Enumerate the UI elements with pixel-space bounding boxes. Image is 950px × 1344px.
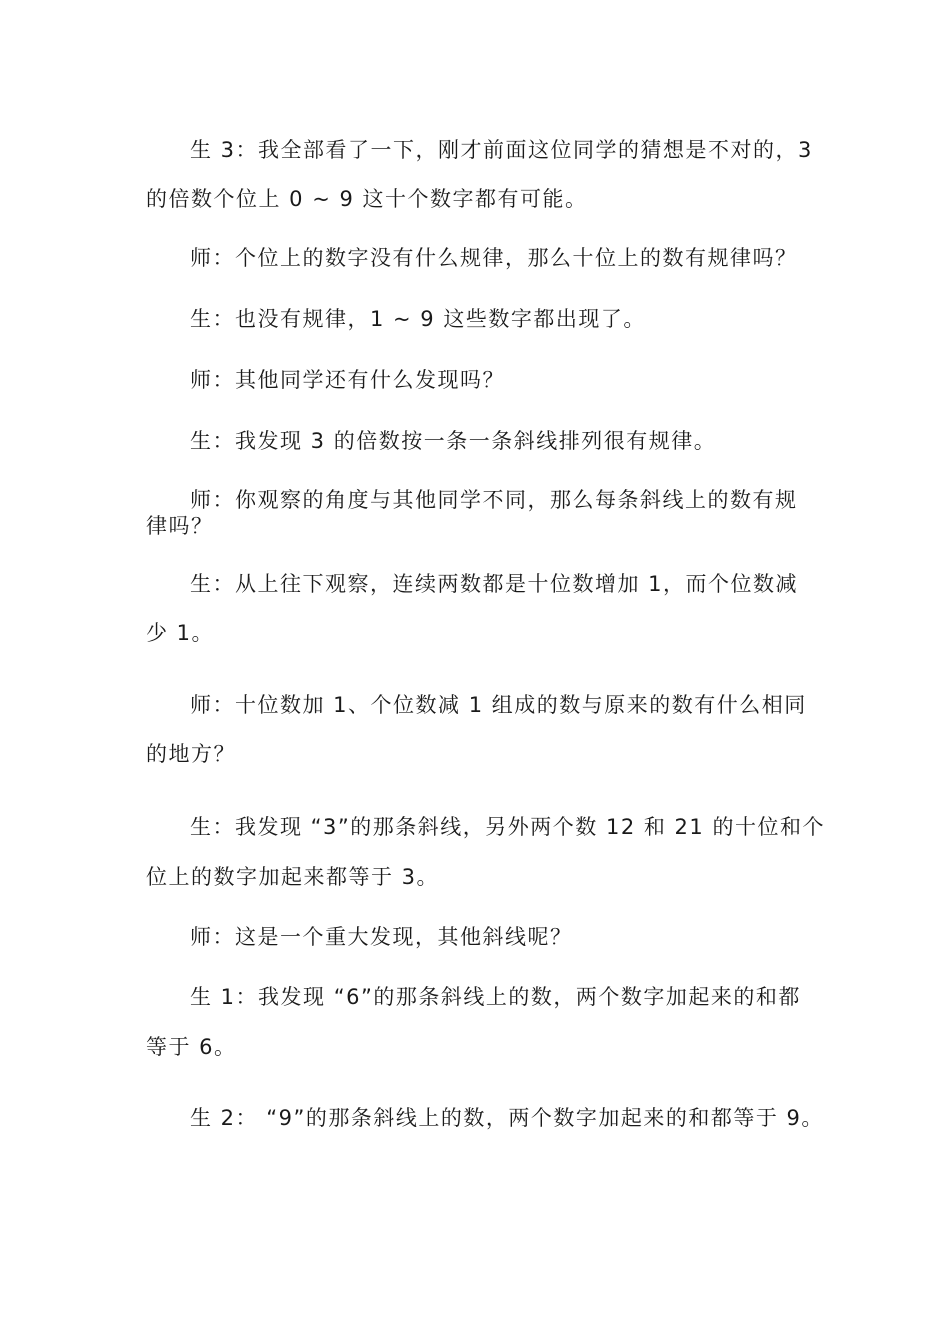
dialogue-line: 师：你观察的角度与其他同学不同，那么每条斜线上的数有规 — [190, 488, 798, 512]
dialogue-line: 师：个位上的数字没有什么规律，那么十位上的数有规律吗？ — [190, 246, 798, 270]
dialogue-line: 位上的数字加起来都等于 3。 — [146, 865, 440, 889]
dialogue-line: 的倍数个位上 0 ~ 9 这十个数字都有可能。 — [146, 187, 588, 211]
dialogue-line: 的地方？ — [146, 742, 236, 766]
dialogue-line: 师：十位数加 1、个位数减 1 组成的数与原来的数有什么相同 — [190, 693, 807, 717]
dialogue-line: 律吗？ — [146, 514, 214, 538]
dialogue-line: 生 1：我发现 “6”的那条斜线上的数，两个数字加起来的和都 — [190, 985, 801, 1009]
dialogue-line: 师：其他同学还有什么发现吗？ — [190, 368, 505, 392]
dialogue-line: 少 1。 — [146, 621, 215, 645]
dialogue-line: 等于 6。 — [146, 1035, 237, 1059]
dialogue-line: 生：我发现 3 的倍数按一条一条斜线排列很有规律。 — [190, 429, 717, 453]
dialogue-line: 生 3：我全部看了一下，刚才前面这位同学的猜想是不对的，3 — [190, 138, 813, 162]
dialogue-line: 生：从上往下观察，连续两数都是十位数增加 1，而个位数减 — [190, 572, 799, 596]
dialogue-line: 师：这是一个重大发现，其他斜线呢？ — [190, 925, 573, 949]
dialogue-line: 生：我发现 “3”的那条斜线，另外两个数 12 和 21 的十位和个 — [190, 815, 825, 839]
dialogue-line: 生：也没有规律，1 ~ 9 这些数字都出现了。 — [190, 307, 646, 331]
dialogue-line: 生 2： “9”的那条斜线上的数，两个数字加起来的和都等于 9。 — [190, 1106, 824, 1130]
